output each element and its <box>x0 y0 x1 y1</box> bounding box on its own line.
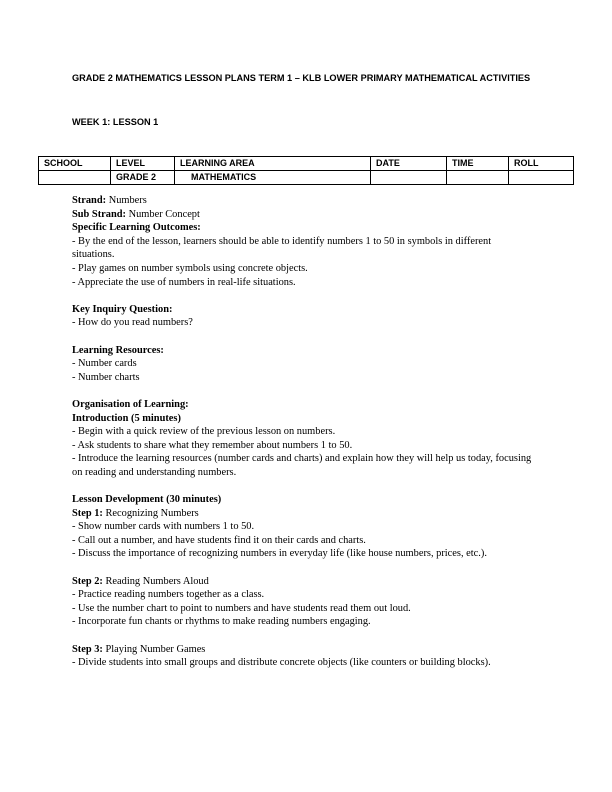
list-item: - Discuss the importance of recognizing numbers in everyday life (like house numbers, prices, etc.). <box>72 548 487 560</box>
header-learning-area: LEARNING AREA <box>175 157 371 171</box>
cell-roll <box>509 171 574 185</box>
list-item: - Divide students into small groups and distribute concrete objects (like counters or building blocks). <box>72 657 491 669</box>
list-item: - Ask students to share what they remember about numbers 1 to 50. <box>72 439 353 451</box>
header-school: SCHOOL <box>39 157 111 171</box>
cell-time <box>447 171 509 185</box>
list-item: - Introduce the learning resources (number cards and charts) and explain how they will help us today, focusing on reading and understanding numbers. <box>72 453 532 478</box>
outcomes-heading: Specific Learning Outcomes: <box>72 222 201 234</box>
organisation-heading: Organisation of Learning: <box>72 398 189 410</box>
list-item: - Practice reading numbers together as a class. <box>72 589 265 601</box>
strand-line <box>72 194 534 208</box>
lesson-info-table <box>38 156 574 185</box>
list-item: - Number charts <box>72 371 140 383</box>
cell-learning-area: MATHEMATICS <box>175 171 371 185</box>
strand-value: Numbers <box>108 195 147 206</box>
list-item: - Number cards <box>72 358 137 370</box>
step3-label: Step 3: <box>72 643 103 655</box>
list-item: - Play games on number symbols using concrete objects. <box>72 262 308 274</box>
substrand-line <box>72 208 534 222</box>
step1-label: Step 1: <box>72 507 103 519</box>
document-title: GRADE 2 MATHEMATICS LESSON PLANS TERM 1 – KLB LOWER PRIMARY MATHEMATICAL ACTIVITIES <box>72 73 531 83</box>
list-item: - Use the number chart to point to numbers and have students read them out loud. <box>72 602 411 614</box>
step3-line <box>72 643 534 657</box>
header-level: LEVEL <box>111 157 175 171</box>
list-item: - By the end of the lesson, learners should be able to identify numbers 1 to 50 in symbols in different situations. <box>72 235 492 261</box>
table-header-row <box>39 157 574 171</box>
development-heading: Lesson Development (30 minutes) <box>72 494 222 506</box>
list-item: - How do you read numbers? <box>72 317 193 329</box>
substrand-label: Sub Strand: <box>72 208 126 220</box>
lesson-heading: WEEK 1: LESSON 1 <box>72 117 159 127</box>
lesson-content <box>72 194 534 670</box>
list-item: - Incorporate fun chants or rhythms to make reading numbers engaging. <box>72 616 371 628</box>
cell-school <box>39 171 111 185</box>
inquiry-heading: Key Inquiry Question: <box>72 303 173 315</box>
list-item: - Call out a number, and have students find it on their cards and charts. <box>72 534 366 546</box>
list-item: - Appreciate the use of numbers in real-life situations. <box>72 276 296 288</box>
step2-title: Reading Numbers Aloud <box>105 575 209 587</box>
header-roll: ROLL <box>509 157 574 171</box>
list-item: - Begin with a quick review of the previous lesson on numbers. <box>72 426 336 438</box>
step2-label: Step 2: <box>72 575 103 587</box>
resources-heading: Learning Resources: <box>72 344 164 356</box>
strand-label: Strand: <box>72 195 107 206</box>
step1-title: Recognizing Numbers <box>105 507 199 519</box>
list-item: - Show number cards with numbers 1 to 50. <box>72 521 255 533</box>
header-time: TIME <box>447 157 509 171</box>
cell-level: GRADE 2 <box>111 171 175 185</box>
step1-line <box>72 507 534 521</box>
intro-heading: Introduction (5 minutes) <box>72 412 181 424</box>
step3-title: Playing Number Games <box>105 643 206 655</box>
cell-date <box>371 171 447 185</box>
substrand-value: Number Concept <box>128 208 200 220</box>
step2-line <box>72 575 534 589</box>
header-date: DATE <box>371 157 447 171</box>
table-row <box>39 171 574 185</box>
